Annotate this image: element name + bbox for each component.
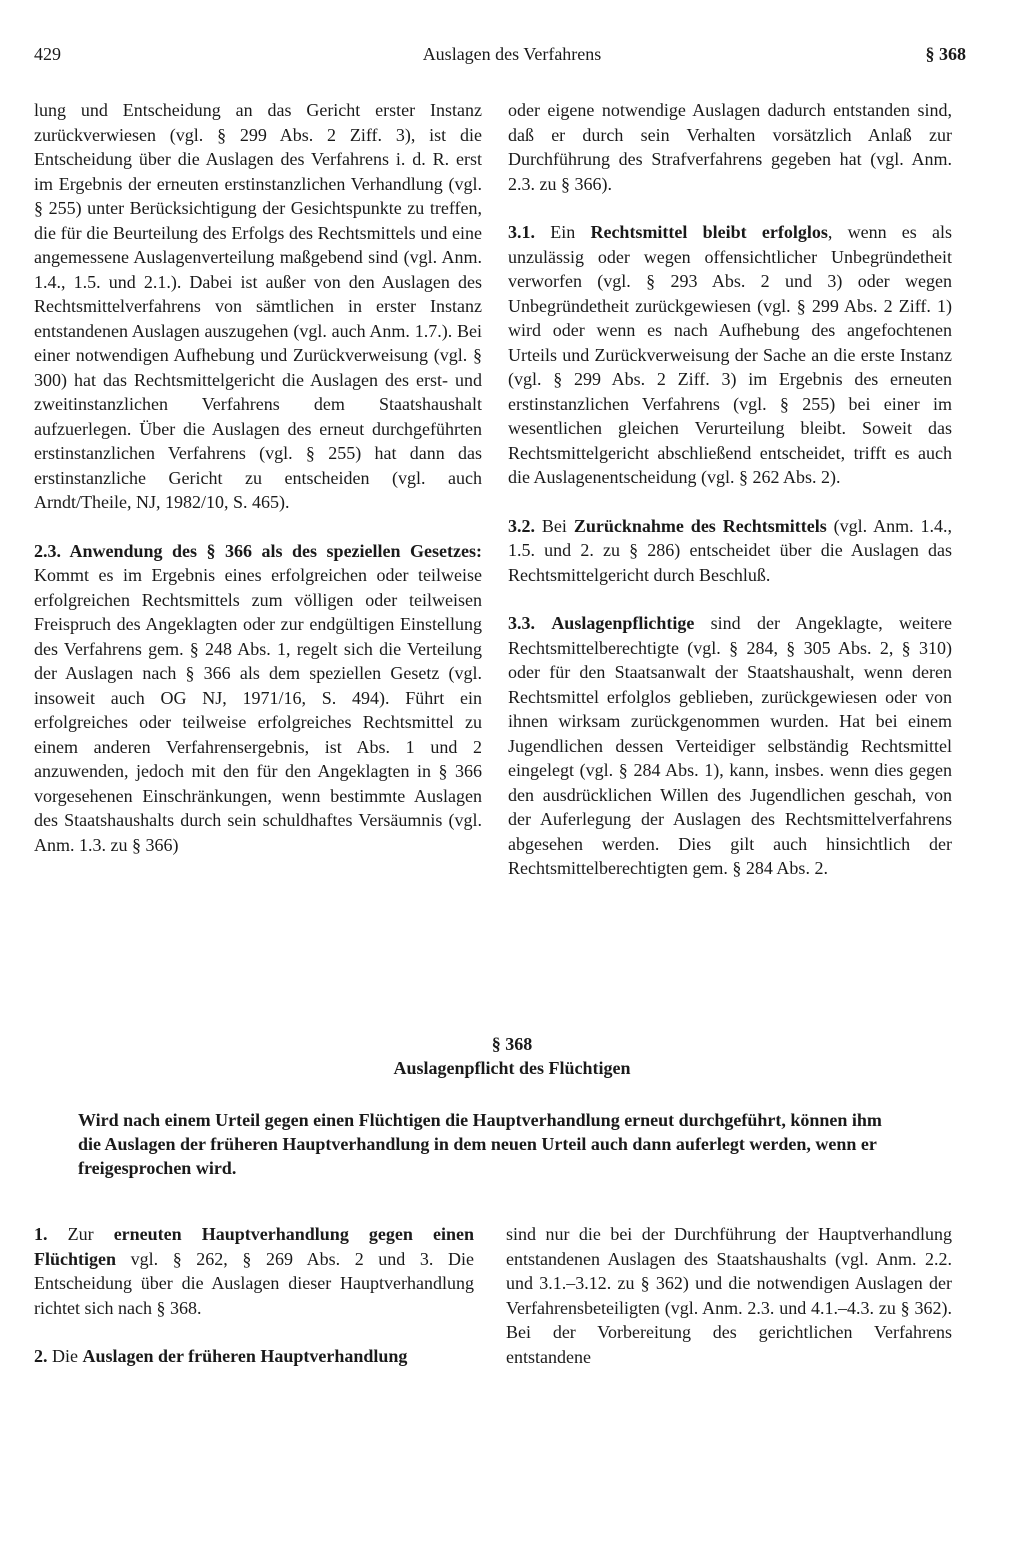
paragraph-keyword: Rechtsmittel bleibt erfolglos [590, 222, 828, 242]
paragraph-keyword: erneuten Hauptverhandlung gegen einen Flüchtigen [34, 1224, 474, 1269]
right-column-top [508, 98, 952, 905]
paragraph-heading: 2.3. Anwendung des § 366 als des speziellen Gesetzes: [34, 540, 482, 561]
section-title: Auslagenpflicht des Flüchtigen [393, 1058, 631, 1078]
statute-text: Wird nach einem Urteil gegen einen Flüchtigen die Hauptverhandlung erneut durchgeführt, können ihm die Auslagen der früheren Hauptverhandlung in dem neuen Urteil auch dann auferlegt werden, wenn er freigesprochen wird. [78, 1110, 882, 1178]
paragraph-text: Kommt es im Ergebnis eines erfolgreichen oder teilweise erfolgreichen Rechtsmittels zum völligen oder teilweisen Freispruch des Angeklagten oder zur endgültigen Einstellung des Verfahrens gem. § 248 Abs. 1, regelt sich die Verteilung der Auslagen nach § 366 als dem speziellen Gesetz (vgl. insoweit auch OG NJ, 1971/16, S. 494). Führt ein erfolgreiches oder teilweise erfolgreiches Rechtsmittel zu einem anderen Verfahrensergebnis, ist Abs. 1 und 2 anzuwenden, jedoch mit den für den Angeklagten in § 366 vorgesehenen Einschränkungen, wenn bestimmte Auslagen des Staatshaushalts durch sein schuldhaftes Versäumnis (vgl. Anm. 1.3. zu § 366) [34, 565, 482, 855]
paragraph-number: 3.1. [508, 222, 535, 242]
left-column-top [34, 98, 482, 881]
paragraph [508, 611, 952, 881]
paragraph-text: (vgl. Anm. 1.4., 1.5. und 2. zu § 286) entscheidet über die Auslagen das Rechtsmittelgericht durch Beschluß. [508, 515, 952, 585]
paragraph-text: Zur [47, 1224, 114, 1244]
paragraph-keyword: Zurücknahme des Rechtsmittels [573, 515, 827, 536]
paragraph-text: vgl. § 262, § 269 Abs. 2 und 3. Die Entscheidung über die Auslagen dieser Hauptverhandlung richtet sich nach § 368. [34, 1248, 474, 1318]
paragraph-text: sind der Angeklagte, weitere Rechtsmittelberechtigte (vgl. § 284, § 305 Abs. 2, § 310) oder für den Staatsanwalt der Staatshaushalt, wenn deren Rechtsmittel erfolglos geblieben, zurückgewiesen oder von ihnen wirksam zurückgenommen wurden. Hat bei einem Jugendlichen dessen Verteidiger selbständig Rechtsmittel eingelegt (vgl. § 284 Abs. 1), kann, insbes. wenn dies gegen den ausdrücklichen Willen des Jugendlichen geschah, von der Auferlegung der Auslagen des Rechtsmittelverfahrens abgesehen werden. Dies gilt auch hinsichtlich der Rechtsmittelberechtigten gem. § 284 Abs. 2. [508, 613, 952, 878]
paragraph-keyword: Auslagenpflichtige [551, 613, 695, 633]
paragraph-number: 3.3. [508, 613, 535, 633]
paragraph: oder eigene notwendige Auslagen dadurch entstanden sind, daß er durch sein Verhalten vorsätzlich Anlaß zur Durchführung des Strafverfahrens gegeben hat (vgl. Anm. 2.3. zu § 366). [508, 100, 952, 194]
paragraph [34, 539, 482, 858]
paragraph [34, 1344, 474, 1369]
header-section-ref: § 368 [925, 44, 966, 64]
paragraph-number: 3.2. [508, 515, 535, 536]
paragraph [34, 1222, 474, 1320]
paragraph-text: , wenn es als unzulässig oder wegen offensichtlicher Unbegründetheit verworfen (vgl. § 293 Abs. 2 und 3) oder wegen Unbegründetheit zurückgewiesen (vgl. § 299 Abs. 2 Ziff. 1) wird oder wenn es nach Aufhebung des angefochtenen Urteils und Zurückverweisung der Sache an die erste Instanz (vgl. § 299 Abs. 2 Ziff. 3) im Ergebnis des erneuten erstinstanzlichen Verfahrens (vgl. § 255) bei einer im wesentlichen gleichen Verurteilung bleibt. Soweit das Rechtsmittelgericht abschließend entscheidet, trifft es auch die Auslagenentscheidung (vgl. § 262 Abs. 2). [508, 222, 953, 487]
right-column-bottom [506, 1222, 952, 1393]
page-number: 429 [34, 44, 61, 64]
paragraph [508, 220, 952, 490]
paragraph [508, 514, 952, 588]
running-title: Auslagen des Verfahrens [422, 44, 602, 64]
paragraph-number: 1. [34, 1224, 48, 1244]
section-number: § 368 [491, 1034, 533, 1054]
paragraph: lung und Entscheidung an das Gericht erster Instanz zurückverwiesen (vgl. § 299 Abs. 2 Ziff. 3), ist die Entscheidung über die Auslagen des Verfahrens i. d. R. erst im Ergebnis der erneuten erstinstanzlichen Verhandlung (vgl. § 255) unter Berücksichtigung der Gesichtspunkte zu treffen, die für die Beurteilung des Erfolgs des Rechtsmittels und eine angemessene Auslagenverteilung maßgebend sind (vgl. Anm. 1.4., 1.5. und 2.1.). Dabei ist außer von den Auslagen des Rechtsmittelverfahrens von sämtlichen in erster Instanz entstandenen Auslagen auszugehen (vgl. auch Anm. 1.7.). Bei einer notwendigen Aufhebung und Zurückverweisung (vgl. § 300) hat das Rechtsmittelgericht die Auslagen des erst- und zweitinstanzlichen Verfahrens dem Staatshaushalt aufzuerlegen. Über die Auslagen des erneut durchgeführten erstinstanzlichen Verfahrens (vgl. § 255) hat dann das erstinstanzliche Gericht zu entscheiden (vgl. auch Arndt/Theile, NJ, 1982/10, S. 465). [34, 100, 482, 512]
paragraph-text: Ein [535, 222, 591, 242]
paragraph-text: Die [47, 1346, 83, 1366]
paragraph-text: Bei [535, 515, 574, 536]
paragraph-number: 2. [34, 1346, 48, 1366]
paragraph: sind nur die bei der Durchführung der Hauptverhandlung entstandenen Auslagen des Staatshaushalts (vgl. Anm. 2.2. und 3.1.–3.12. zu § 362) und die notwendigen Auslagen der Verfahrensbeteiligten (vgl. Anm. 2.3. und 4.1.–4.3. zu § 362). Bei der Vorbereitung des gerichtlichen Verfahrens entstandene [506, 1224, 952, 1367]
paragraph-keyword: Auslagen der früheren Hauptverhandlung [82, 1346, 408, 1366]
left-column-bottom [34, 1222, 474, 1393]
